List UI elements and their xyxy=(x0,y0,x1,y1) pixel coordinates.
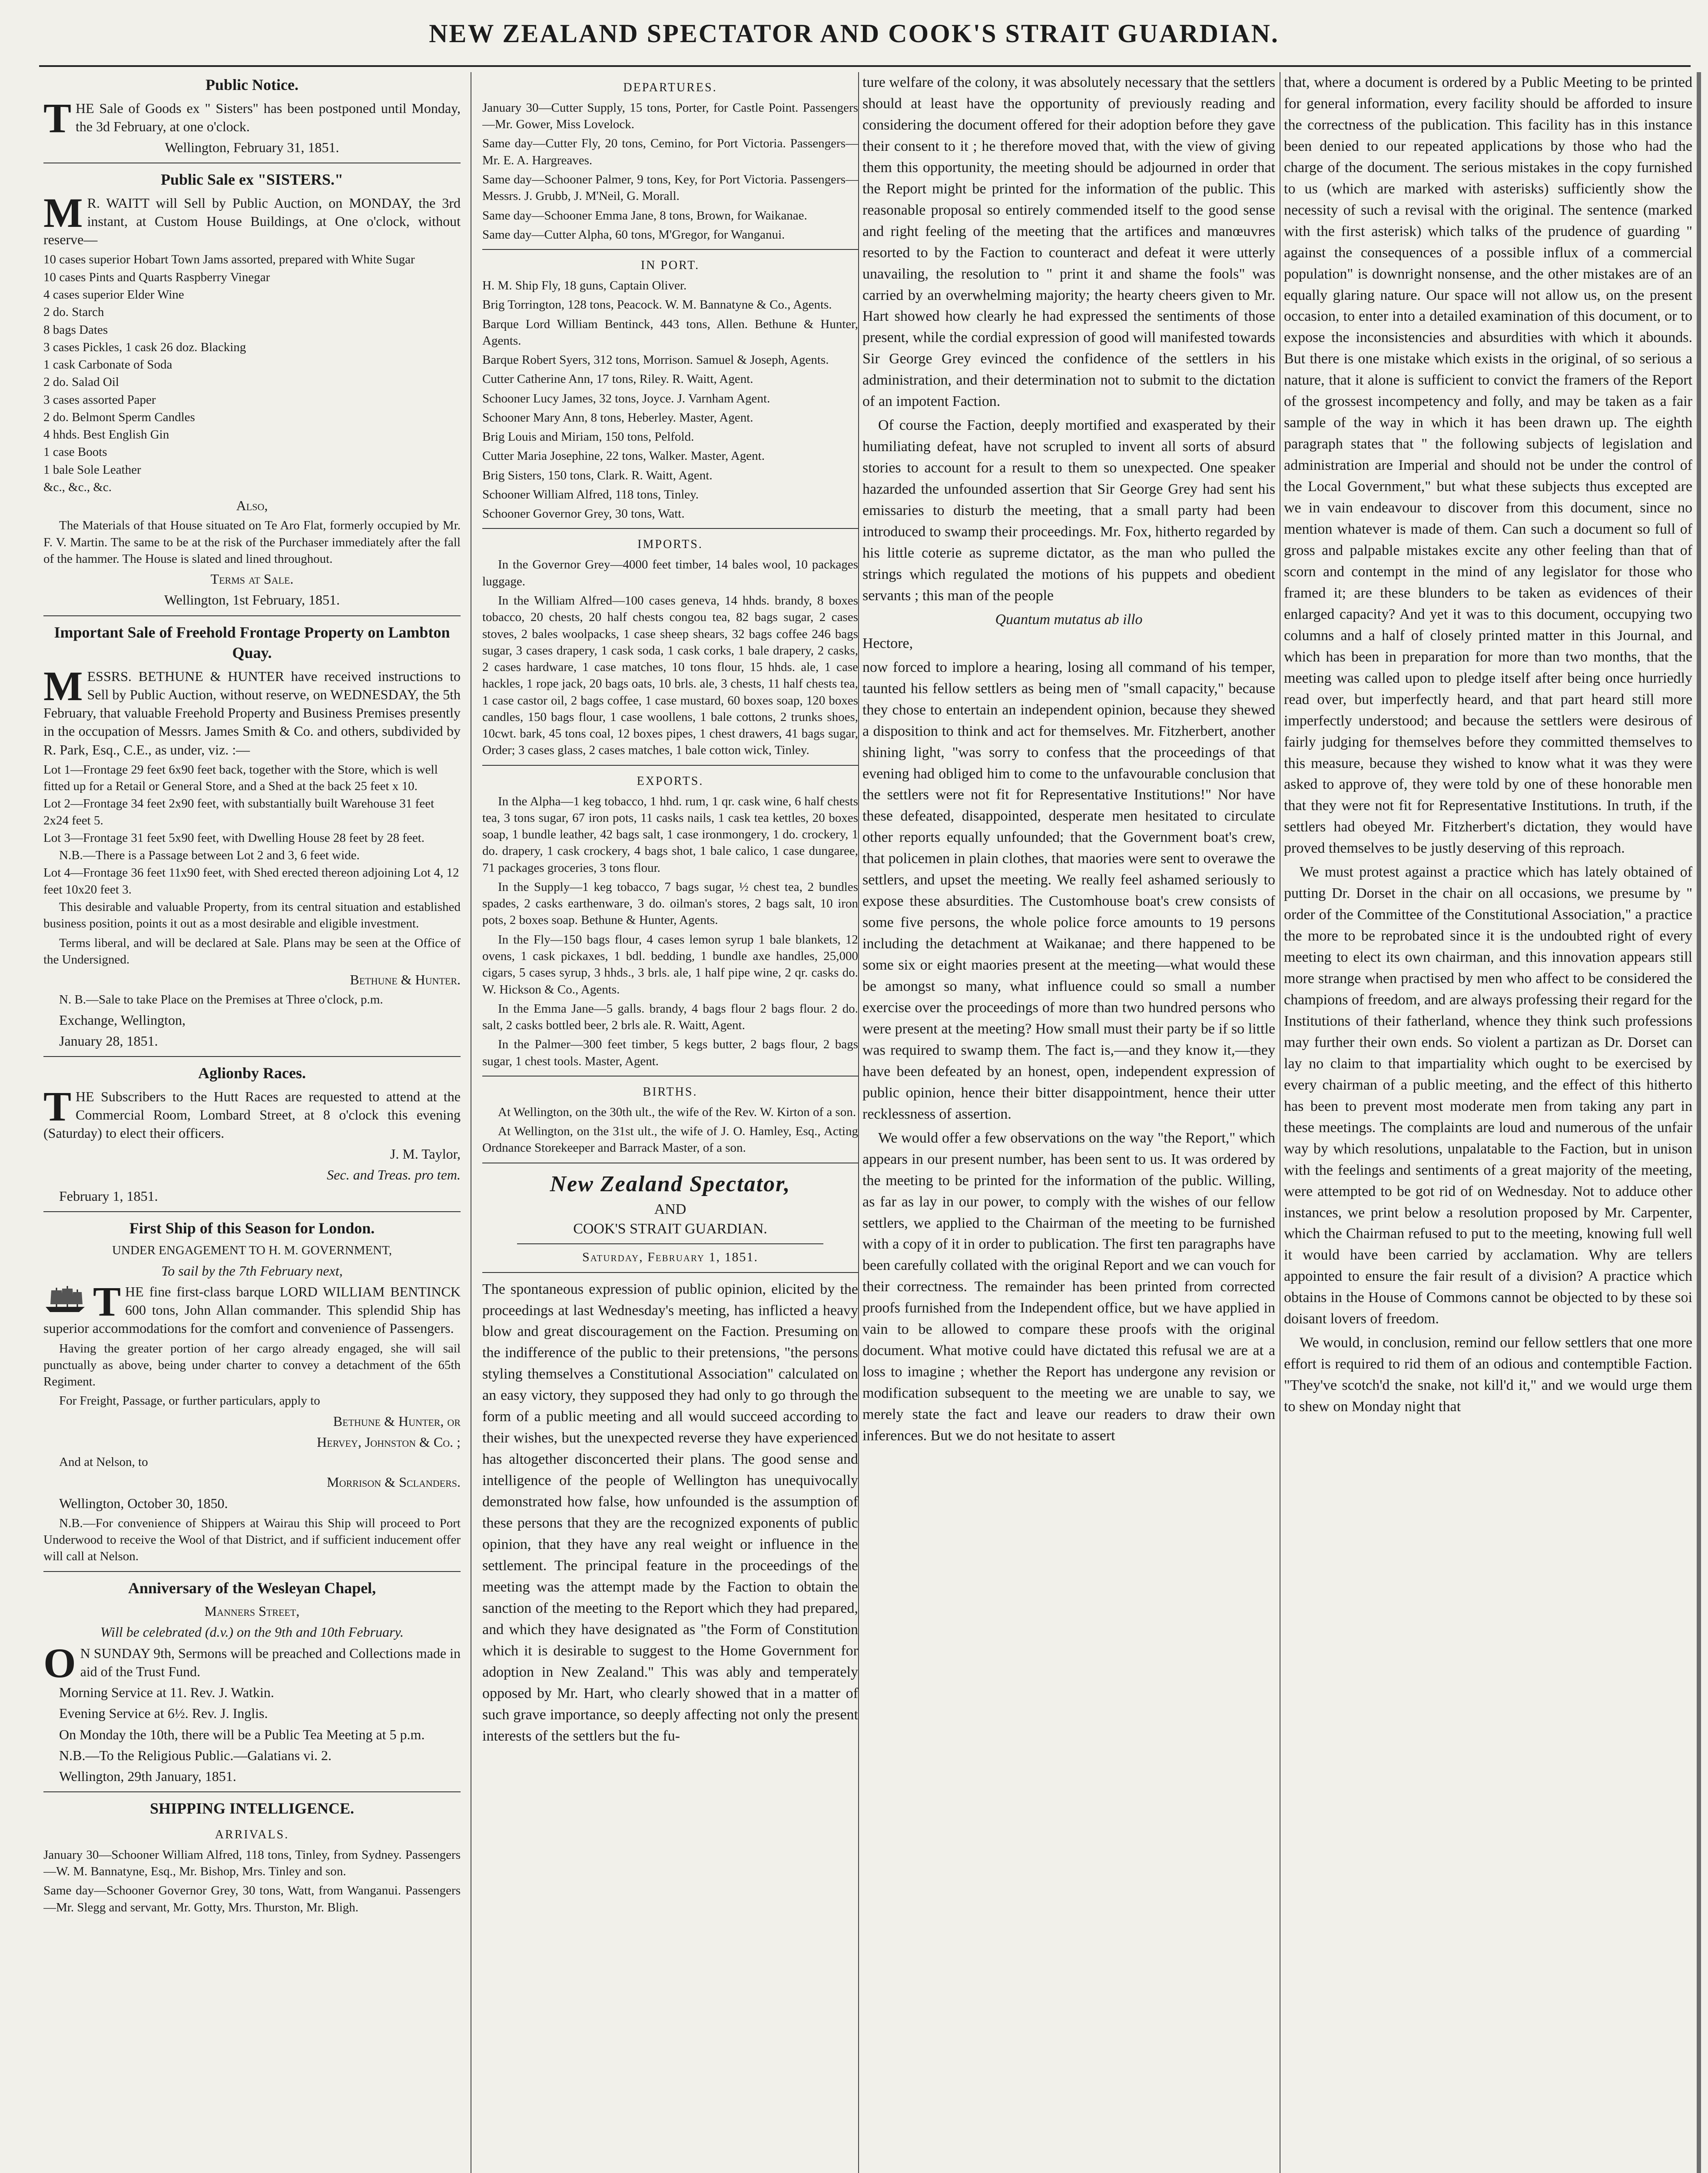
list-item: 10 cases Pints and Quarts Raspberry Vinegar xyxy=(43,270,270,284)
divider xyxy=(517,1243,823,1244)
import-item: In the William Alfred—100 cases geneva, 14 hhds. brandy, 8 boxes tobacco, 20 chests, 20 half chests congou tea, 82 bags sugar, 2 cases stoves, 2 bales woolpacks, 1 case sheep shears, 32 bags coffee 246 bags sugar, 3 cases drapery, 1 cask soda, 1 cask corks, 1 bale drapery, 2 casks, 2 cases hardware, 1 case matches, 10 tons flour, 15 hhds. ale, 1 case hackles, 1 rope jack, 20 bags oats, 10 brls. ale, 3 chests, 11 half chests tea, 1 case castor oil, 2 bags coffee, 1 case mustard, 60 boxes soap, 120 boxes candles, 150 bags flour, 1 case woollens, 1 bale cottons, 2 trunks shoes, 10cwt. bark, 45 tons coal, 12 boxes pipes, 1 chest drawers, 41 bags sugar, Order; 3 cases glass, 2 cases matches, 1 bale cotton wick, Tinley. xyxy=(482,593,858,758)
departure: Same day—Cutter Fly, 20 tons, Cemino, for Port Victoria. Passengers—Mr. E. A. Hargreaves. xyxy=(482,136,858,167)
drop-cap: T xyxy=(93,1278,121,1325)
date: Wellington, 29th January, 1851. xyxy=(59,1768,236,1784)
lambton-intro: ESSRS. BETHUNE & HUNTER have received instructions to Sell by Public Auction, without reserve, on WEDNESDAY, the 5th February, that valuable Freehold Property and Business Premises presently in the occupation of Messrs. James Smith & Co. and others, subdivided by R. Park, Esq., C.E., as under, viz. :— xyxy=(43,668,461,758)
export-item: In the Fly—150 bags flour, 4 cases lemon syrup 1 bale blankets, 12 ovens, 1 cask pickaxes, 1 bdl. bedding, 1 bundle axe handles, 25,000 cigars, 5 cases syrup, 3 hhds., 3 brls. ale, 1 half pipe wine, 2 qr. casks do. W. Hickson & Co., Agents. xyxy=(482,932,858,997)
list-item: Lot 3—Frontage 31 feet 5x90 feet, with Dwelling House 28 feet by 28 feet. xyxy=(43,831,425,845)
list-item: Lot 1—Frontage 29 feet 6x90 feet back, together with the Store, which is well fitted up for a Retail or General Store, and a Shed at the back 25 feet x 10. xyxy=(43,762,438,794)
signer: J. M. Taylor, xyxy=(390,1146,461,1162)
sisters-sale-heading: Public Sale ex "SISTERS." xyxy=(160,171,344,189)
dateline: Wellington, 1st February, 1851. xyxy=(164,592,340,608)
departure: Same day—Cutter Alpha, 60 tons, M'Gregor, for Wanganui. xyxy=(482,227,785,242)
inport-item: Barque Robert Syers, 312 tons, Morrison. Samuel & Joseph, Agents. xyxy=(482,353,829,367)
sisters-sale-list xyxy=(43,251,461,495)
celebrated: Will be celebrated (d.v.) on the 9th and 10th February. xyxy=(100,1624,404,1640)
lambton-heading: Important Sale of Freehold Frontage Property on Lambton Quay. xyxy=(54,623,450,662)
departures-heading: DEPARTURES. xyxy=(623,81,717,94)
export-item: In the Alpha—1 keg tobacco, 1 hhd. rum, 1 qr. cask wine, 6 half chests tea, 3 tons sugar, 67 iron pots, 11 casks nails, 1 cask tea kettles, 20 boxes soap, 1 bundle leather, 42 bags salt, 1 case ironmongery, 1 do. crockery, 1 do. drapery, 1 cask crockery, 4 bags shot, 1 bale calico, 1 case dungaree, 71 packages groceries, 3 tons flour. xyxy=(482,794,858,875)
first-ship-nb: N.B.—For convenience of Shippers at Wairau this Ship will proceed to Port Underwood to receive the Wool of that District, and if sufficient inducement offer will call at Nelson. xyxy=(43,1516,461,1564)
births-heading: BIRTHS. xyxy=(643,1085,698,1099)
exports-heading: EXPORTS. xyxy=(637,774,704,788)
editorial-paragraph: Of course the Faction, deeply mortified and exasperated by their humiliating defeat, have not scrupled to invent all sorts of absurd stories to account for a result to them so unexpected. One speaker hazarded the unfounded assertion that Sir George Grey had sent his emissaries to disturb the meeting, that a small party had been introduced to swamp their proceedings. Mr. Fox, hitherto regarded by his little coterie as supreme dictator, as the man who pulled the strings which regulated the motions of his puppets and obedient servants ; this man of the people xyxy=(862,417,1275,604)
list-item: Lot 2—Frontage 34 feet 2x90 feet, with substantially built Warehouse 31 feet 2x24 feet 5. xyxy=(43,797,434,827)
editorial-paragraph: We would offer a few observations on the way "the Report," which appears in our present number, has been sent to us. It was ordered by the meeting to be printed for the information of the public. Willing, as far as lay in our power, to comply with the wishes of our fellow settlers, we applied to the Chairman of the meeting to be furnished with a copy of it in order to publication. The first ten paragraphs have been carefully collated with the original Report and we can vouch for their correctness. The remainder has been printed from corrected proofs furnished from the Independent office, but we have applied in vain to be allowed to compare these proofs with the original document. What motive could have dictated this refusal we are at a loss to imagine ; whether the Report has undergone any revision or modification subsequent to the meeting we are unable to say, we merely state the fact and leave our readers to draw their own inferences. But we do not hesitate to assert xyxy=(862,1130,1275,1444)
import-item: In the Governor Grey—4000 feet timber, 14 bales wool, 10 packages luggage. xyxy=(482,558,858,588)
inport-item: H. M. Ship Fly, 18 guns, Captain Oliver. xyxy=(482,279,687,293)
shipping-heading: SHIPPING INTELLIGENCE. xyxy=(149,1800,355,1817)
imports-heading: IMPORTS. xyxy=(637,538,703,552)
column-rule xyxy=(858,72,859,2173)
wesleyan-body: N SUNDAY 9th, Sermons will be preached and Collections made in aid of the Trust Fund. xyxy=(80,1645,461,1679)
editorial-paragraph: ture welfare of the colony, it was absolutely necessary that the settlers should at least have the opportunity of previously reading and considering the document offered for their adoption before they gave their consent to it ; he therefore moved that, with the view of giving them this opportunity, the meeting should be adjourned in order that the Report might be printed for the information of the public. This reasonable proposal so entirely commended itself to the good sense and right feeling of the meeting that the artifices and manœuvres resorted to by the Faction to counteract and defeat it were utterly unavailing, the resolution to " print it and shame the fools" was carried by an overwhelming majority; the hearty cheers given to Mr. Hart showed how clearly he had expressed the sentiments of those present, while the cordial expression of good will manifested towards Sir George Grey evinced the confidence of the settlers in his administration, and their determination not to submit to the dictation of an impotent Faction. xyxy=(862,74,1275,410)
drop-cap: M xyxy=(43,662,83,709)
list-item: 1 cask Carbonate of Soda xyxy=(43,358,172,372)
divider xyxy=(43,1211,461,1212)
sisters-sale-intro: R. WAITT will Sell by Public Auction, on MONDAY, the 3rd instant, at Custom House Buildings, at One o'clock, without reserve— xyxy=(43,195,461,248)
engagement: UNDER ENGAGEMENT TO H. M. GOVERNMENT, xyxy=(112,1243,392,1258)
list-item: 3 cases Pickles, 1 cask 26 doz. Blacking xyxy=(43,340,246,354)
date: February 1, 1851. xyxy=(59,1188,158,1204)
list-item: 4 hhds. Best English Gin xyxy=(43,428,169,442)
first-ship-p3: For Freight, Passage, or further particulars, apply to xyxy=(59,1394,320,1408)
paper-title: New Zealand Spectator, xyxy=(550,1171,791,1196)
arrival: January 30—Schooner William Alfred, 118 tons, Tinley, from Sydney. Passengers—W. M. Bannatyne, Esq., Mr. Bishop, Mrs. Tinley and son. xyxy=(43,1847,461,1879)
editorial-paragraph: that, where a document is ordered by a Public Meeting to be printed for general information, every facility should be afforded to insure the correctness of the publication. This facility has in this instance been denied to our repeated applications by those who had the charge of the document. The serious mistakes in the copy furnished to us (which are marked with asterisks) sufficiently show the necessity of such a revisal with the original. The sentence (marked with the first asterisk) which talks of the prudence of guarding " against the consequences of a possible influx of a commercial population" is downright nonsense, and the other mistakes are of an equally glaring nature. Our space will not allow us, on the present occasion, to enter into a detailed examination of this document, or to expose the inconsistencies and absurdities with which it abounds. But there is one mistake which exists in the original, of so serious a nature, that it alone is sufficient to convict the framers of the Report of the grossest incompetency and folly, and may be taken as a fair sample of the way in which it has been drawn up. The eighth paragraph states that " the following subjects of legislation and administration are Imperial and should not be under the control of the Local Government," but what these subjects thus excepted are we in vain endeavour to discover from this document, since no mention whatever is made of them. Can such a document so full of gross and palpable mistakes excite any other feeling than that of scorn and contempt in the mind of any legislator for those who framed it; are these blunders to be taken as evidences of their enlarged capacity? And yet it was to this document, occupying two columns and a half of closely printed matter in this Journal, and which has been in preparation for more than two months, that the meeting was called upon to pledge itself after being once hurriedly read over, but imperfectly heard, and that part heard still more imperfectly understood; and because the settlers were desirous of fairly judging for themselves before they committed themselves to this measure, because they wished to know what it was they were asked to approve of, they were told by one of these honorable men that they were not fit for Representative Institutions. In truth, if the settlers had obeyed Mr. Fitzherbert's dictation, they would have proved themselves to be justly deserving of this reproach. xyxy=(1284,74,1692,857)
aglionby-heading: Aglionby Races. xyxy=(198,1064,306,1082)
role: Sec. and Treas. pro tem. xyxy=(327,1167,461,1183)
ship-icon xyxy=(43,1284,87,1315)
inport-item: Schooner William Alfred, 118 tons, Tinley. xyxy=(482,487,699,502)
public-notice-heading: Public Notice. xyxy=(206,76,298,93)
first-ship-p2: Having the greater portion of her cargo already engaged, she will sail punctually as above, being under charter to convey a detachment of the 65th Regiment. xyxy=(43,1341,461,1389)
drop-cap: M xyxy=(43,189,83,236)
birth: At Wellington, on the 30th ult., the wife of the Rev. W. Kirton of a son. xyxy=(498,1105,856,1119)
editorial-paragraph: now forced to implore a hearing, losing all command of his temper, taunted his fellow settlers as being men of "small capacity," because they chose to entertain an independent opinion, because they shewed a disposition to think and act for themselves. Mr. Fitzherbert, another shining light, "was sorry to confess that the proceedings of that evening had obliged him to come to the unfavourable conclusion that the settlers were not fit for Representative Institutions!" Nor have these defeated, disappointed, desperate men hesitated to circulate other reports equally unfounded; that the Government boat's crew, that policemen in plain clothes, that maories were sent to overawe the settlers, and upset the meeting. We really feel ashamed seriously to expose these absurdities. The Customhouse boat's crew consists of some five persons, the whole police force amounts to 19 persons including the detachment at Waikanae; and there happened to be some six or eight maories present at the meeting—what would these be amongst so many, what influence could so small a number exercise over the proceedings of more than two hundred persons who were present at the meeting? How small must their party be if so little was required to swamp them. The fact is,—and they know it,—they have been defeated by an honest, open, independent expression of public opinion, hence their bitter disappointment, hence their utter recklessness of assertion. xyxy=(862,659,1275,1122)
date: Wellington, October 30, 1850. xyxy=(59,1495,228,1511)
masthead-rule xyxy=(39,65,1691,67)
list-item: 1 case Boots xyxy=(43,445,107,459)
birth: At Wellington, on the 31st ult., the wife of J. O. Hamley, Esq., Acting Ordnance Storekeeper and Barrack Master, of a son. xyxy=(482,1124,858,1155)
agent: Morrison & Sclanders. xyxy=(327,1474,461,1490)
wesleyan-heading: Anniversary of the Wesleyan Chapel, xyxy=(128,1579,376,1597)
divider xyxy=(43,615,461,616)
latin-quote: Quantum mutatus ab illo xyxy=(995,611,1143,628)
column-2 xyxy=(482,72,858,2173)
export-item: In the Palmer—300 feet timber, 5 kegs butter, 2 bags flour, 2 bags sugar, 1 chest tools. Master, Agent. xyxy=(482,1037,858,1068)
inport-item: Brig Sisters, 150 tons, Clark. R. Waitt, Agent. xyxy=(482,468,713,482)
street: Manners Street, xyxy=(204,1603,300,1619)
dateline: Wellington, February 31, 1851. xyxy=(165,139,339,155)
divider xyxy=(482,528,858,529)
date: January 28, 1851. xyxy=(59,1033,158,1049)
divider xyxy=(43,1056,461,1057)
and-label: AND xyxy=(654,1201,687,1218)
signer: Bethune & Hunter. xyxy=(350,972,461,988)
divider xyxy=(43,1571,461,1572)
list-item: 2 do. Starch xyxy=(43,305,104,319)
list-item: 2 do. Salad Oil xyxy=(43,375,119,389)
drop-cap: T xyxy=(43,94,72,141)
sail-date: To sail by the 7th February next, xyxy=(161,1263,343,1279)
inport-item: Brig Torrington, 128 tons, Peacock. W. M. Bannatyne & Co., Agents. xyxy=(482,298,832,312)
also-text: The Materials of that House situated on Te Aro Flat, formerly occupied by Mr. F. V. Martin. The same to be at the risk of the Purchaser immediately after the fall of the hammer. The House is slated and lined throughout. xyxy=(43,518,461,566)
arrival: Same day—Schooner Governor Grey, 30 tons, Watt, from Wanganui. Passengers—Mr. Slegg and servant, Mr. Gotty, Mrs. Thurston, Mr. Bligh. xyxy=(43,1884,461,1914)
list-item: 10 cases superior Hobart Town Jams assorted, prepared with White Sugar xyxy=(43,253,415,267)
also-label: Also, xyxy=(236,498,268,514)
morning: Morning Service at 11. Rev. J. Watkin. xyxy=(59,1685,274,1701)
drop-cap: T xyxy=(43,1083,72,1130)
departure: January 30—Cutter Supply, 15 tons, Porter, for Castle Point. Passengers—Mr. Gower, Miss Lovelock. xyxy=(482,100,858,132)
first-ship-heading: First Ship of this Season for London. xyxy=(129,1219,375,1237)
lambton-desc: This desirable and valuable Property, from its central situation and established business position, points it out as a most desirable and eligible investment. xyxy=(43,900,461,931)
list-item: N.B.—There is a Passage between Lot 2 and 3, 6 feet wide. xyxy=(59,848,360,863)
column-1 xyxy=(43,72,461,2173)
wesleyan-nb: N.B.—To the Religious Public.—Galatians vi. 2. xyxy=(59,1747,332,1763)
aglionby-body: HE Subscribers to the Hutt Races are requested to attend at the Commercial Room, Lombard Street, at 8 o'clock this evening (Saturday) to elect their officers. xyxy=(43,1088,461,1141)
export-item: In the Emma Jane—5 galls. brandy, 4 bags flour 2 bags flour. 2 do. salt, 2 casks bottled beer, 2 brls ale. R. Waitt, Agent. xyxy=(482,1001,858,1033)
divider xyxy=(482,1272,858,1273)
lambton-lots xyxy=(43,761,461,898)
first-ship-body: HE fine first-class barque LORD WILLIAM BENTINCK 600 tons, John Allan commander. This splendid Ship has superior accommodations for the comfort and convenience of Passengers. xyxy=(43,1283,461,1336)
masthead: NEW ZEALAND SPECTATOR AND COOK'S STRAIT GUARDIAN. xyxy=(429,19,1279,48)
list-item: 1 bale Sole Leather xyxy=(43,462,141,477)
evening: Evening Service at 6½. Rev. J. Inglis. xyxy=(59,1705,268,1721)
column-3 xyxy=(862,72,1275,2173)
divider xyxy=(482,765,858,766)
column-4 xyxy=(1284,72,1692,2173)
terms: Terms at Sale. xyxy=(210,571,294,587)
lambton-nb: N. B.—Sale to take Place on the Premises at Three o'clock, p.m. xyxy=(59,993,383,1007)
place: Exchange, Wellington, xyxy=(59,1012,186,1028)
editorial-paragraph: We must protest against a practice which has lately obtained of putting Dr. Dorset in the chair on all occasions, we presume by " order of the Committee of the Constitutional Association," a practice the more to be reprobated since it is the undoubted right of every meeting to elect its own chairman, and this innovation appears still more strange when practised by men who affect to be considered the champions of freedom, and are always professing their regard for the Institutions of their fatherland, whence they think such professions may further their own ends. So violent a partizan as Dr. Dorset can lay no claim to that impartiality which ought to be exercised by every chairman of a public meeting, and the effect of this hitherto has been to prevent most moderate men from taking any part in these meetings. The complaints are loud and numerous of the unfair way by which resolutions, unpalatable to the Faction, but in unison with the feelings and sentiments of a great majority of the meeting, were attempted to be got rid of on Wednesday. Not to adduce other instances, we print below a resolution proposed by Mr. Carpenter, which the Chairman refused to put to the meeting, knowing full well it would have been carried by acclamation. Why are tellers appointed to ensure the fair result of a division? A practice which obtains in the House of Commons cannot be objected to by these soi doisant lovers of freedom. xyxy=(1284,864,1692,1327)
list-item: &c., &c., &c. xyxy=(43,480,112,494)
issue-date: Saturday, February 1, 1851. xyxy=(582,1249,758,1264)
list-item: 3 cases assorted Paper xyxy=(43,392,156,407)
agent: Hervey, Johnston & Co. ; xyxy=(317,1434,461,1450)
divider xyxy=(482,249,858,250)
inport-item: Barque Lord William Bentinck, 443 tons, Allen. Bethune & Hunter, Agents. xyxy=(482,317,858,348)
public-notice-body: HE Sale of Goods ex " Sisters" has been postponed until Monday, the 3d February, at one o'clock. xyxy=(76,100,461,134)
latin-quote-cont: Hectore, xyxy=(862,635,913,651)
monday: On Monday the 10th, there will be a Public Tea Meeting at 5 p.m. xyxy=(59,1726,425,1742)
guardian-title: COOK'S STRAIT GUARDIAN. xyxy=(573,1221,767,1237)
inport-item: Schooner Governor Grey, 30 tons, Watt. xyxy=(482,507,685,521)
divider xyxy=(43,1791,461,1792)
editorial-opening: The spontaneous expression of public opinion, elicited by the proceedings at last Wednesday's meeting, has inflicted a heavy blow and great discouragement on the Faction. Presuming on the indifference of the public to their pretensions, "the persons styling themselves a Constitutional Association" calculated on an easy victory, they supposed they had only to go through the form of a public meeting and all would succeed according to their wishes, but the unexpected reverse they have experienced has altogether disconcerted their plans. The good sense and intelligence of the people of Wellington has unequivocally demonstrated how false, how unfounded is the assumption of these persons that they are the recognized exponents of public opinion, that they have any real weight or influence in the settlement. The principal feature in the proceedings of the meeting was the attempt made by the Faction to obtain the sanction of the meeting to the Report which they had prepared, and which they have designated as "the Form of Constitution which it is desirable to suggest to the Home Government for adoption in New Zealand." This was ably and temperately opposed by Mr. Hart, who clearly showed that in a matter of such grave importance, so deeply affecting not only the present interests of the settlers but the fu- xyxy=(482,1281,858,1744)
export-item: In the Supply—1 keg tobacco, 7 bags sugar, ½ chest tea, 2 bundles spades, 2 casks earthenware, 3 do. oilman's stores, 2 bags salt, 10 iron pots, 2 boxes soap. Bethune & Hunter, Agents. xyxy=(482,880,858,927)
page-edge xyxy=(1697,72,1701,2173)
nelson: And at Nelson, to xyxy=(59,1455,148,1469)
list-item: 8 bags Dates xyxy=(43,322,108,337)
inport-item: Cutter Maria Josephine, 22 tons, Walker. Master, Agent. xyxy=(482,449,765,463)
list-item: Lot 4—Frontage 36 feet 11x90 feet, with Shed erected thereon adjoining Lot 4, 12 feet 10x20 feet 3. xyxy=(43,866,459,897)
lambton-terms: Terms liberal, and will be declared at Sale. Plans may be seen at the Office of the Undersigned. xyxy=(43,936,461,967)
list-item: 2 do. Belmont Sperm Candles xyxy=(43,410,195,424)
inport-item: Schooner Mary Ann, 8 tons, Heberley. Master, Agent. xyxy=(482,410,753,425)
agent: Bethune & Hunter, or xyxy=(333,1413,461,1429)
departure: Same day—Schooner Palmer, 9 tons, Key, for Port Victoria. Passengers—Messrs. J. Grubb, J. M'Neil, G. Morall. xyxy=(482,173,858,203)
inport-heading: IN PORT. xyxy=(640,259,700,272)
list-item: 4 cases superior Elder Wine xyxy=(43,287,184,302)
editorial-paragraph: We would, in conclusion, remind our fellow settlers that one more effort is required to rid them of an odious and contemptible Faction. "They've scotch'd the snake, not kill'd it," and we would urge them to shew on Monday night that xyxy=(1284,1335,1692,1415)
inport-item: Schooner Lucy James, 32 tons, Joyce. J. Varnham Agent. xyxy=(482,391,770,405)
divider xyxy=(482,1076,858,1077)
departure: Same day—Schooner Emma Jane, 8 tons, Brown, for Waikanae. xyxy=(482,208,807,223)
inport-item: Cutter Catherine Ann, 17 tons, Riley. R. Waitt, Agent. xyxy=(482,372,753,386)
drop-cap: O xyxy=(43,1639,76,1686)
arrivals-heading: ARRIVALS. xyxy=(215,1827,289,1841)
inport-item: Brig Louis and Miriam, 150 tons, Pelfold. xyxy=(482,430,694,444)
